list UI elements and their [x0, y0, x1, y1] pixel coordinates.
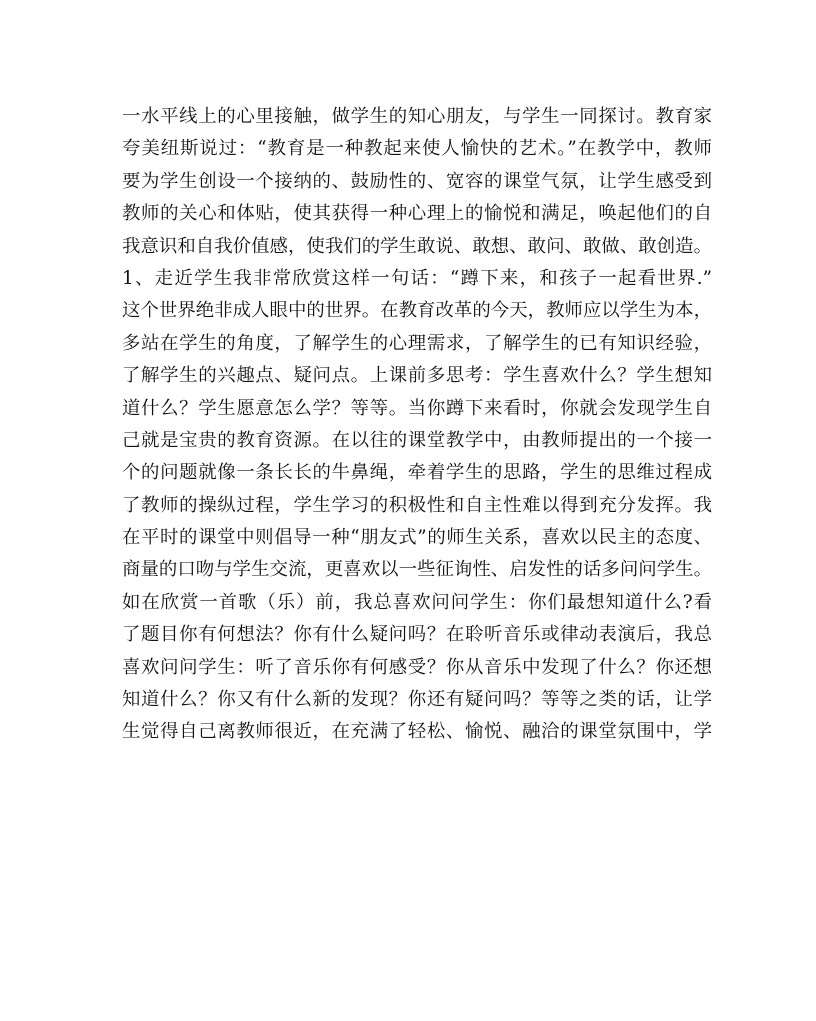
text-line: 了教师的操纵过程，学生学习的积极性和自主性难以得到充分发挥。我: [122, 494, 712, 516]
text-line: 生觉得自己离教师很近，在充满了轻松、愉悦、融洽的课堂氛围中，学: [122, 721, 712, 743]
text-line: 夸美纽斯说过：“教育是一种教起来使人愉快的艺术。”在教学中，教师: [122, 138, 712, 160]
text-line: 喜欢问问学生：听了音乐你有何感受？你从音乐中发现了什么？你还想: [122, 656, 712, 678]
text-line: 了解学生的兴趣点、疑问点。上课前多思考：学生喜欢什么？学生想知: [122, 365, 712, 387]
text-line: 多站在学生的角度，了解学生的心理需求，了解学生的已有知识经验，: [122, 332, 712, 354]
text-line: 这个世界绝非成人眼中的世界。在教育改革的今天，教师应以学生为本，: [122, 300, 712, 322]
text-line: 了题目你有何想法？你有什么疑问吗？在聆听音乐或律动表演后，我总: [122, 624, 712, 646]
text-line: 商量的口吻与学生交流，更喜欢以一些征询性、启发性的话多问问学生。: [122, 559, 712, 581]
text-line: 知道什么？你又有什么新的发现？你还有疑问吗？等等之类的话，让学: [122, 689, 712, 711]
text-line: 一水平线上的心里接触，做学生的知心朋友，与学生一同探讨。教育家: [122, 106, 712, 127]
text-line: 个的问题就像一条长长的牛鼻绳，牵着学生的思路，学生的思维过程成: [122, 462, 712, 484]
text-line: 在平时的课堂中则倡导一种“朋友式”的师生关系，喜欢以民主的态度、: [122, 527, 712, 549]
text-line: 道什么？学生愿意怎么学？等等。当你蹲下来看时，你就会发现学生自: [122, 397, 712, 419]
text-line: 要为学生创设一个接纳的、鼓励性的、宽容的课堂气氛，让学生感受到: [122, 170, 712, 192]
text-line: 己就是宝贵的教育资源。在以往的课堂教学中，由教师提出的一个接一: [122, 429, 712, 451]
text-line: 我意识和自我价值感，使我们的学生敢说、敢想、敢问、敢做、敢创造。: [122, 235, 712, 257]
body-text: [122, 101, 712, 749]
text-line: 1、走近学生我非常欣赏这样一句话：“蹲下来，和孩子一起看世界.”: [122, 267, 712, 289]
text-line: 如在欣赏一首歌（乐）前，我总喜欢问问学生：你们最想知道什么?看: [122, 591, 712, 613]
text-line: 教师的关心和体贴，使其获得一种心理上的愉悦和满足，唤起他们的自: [122, 203, 712, 225]
